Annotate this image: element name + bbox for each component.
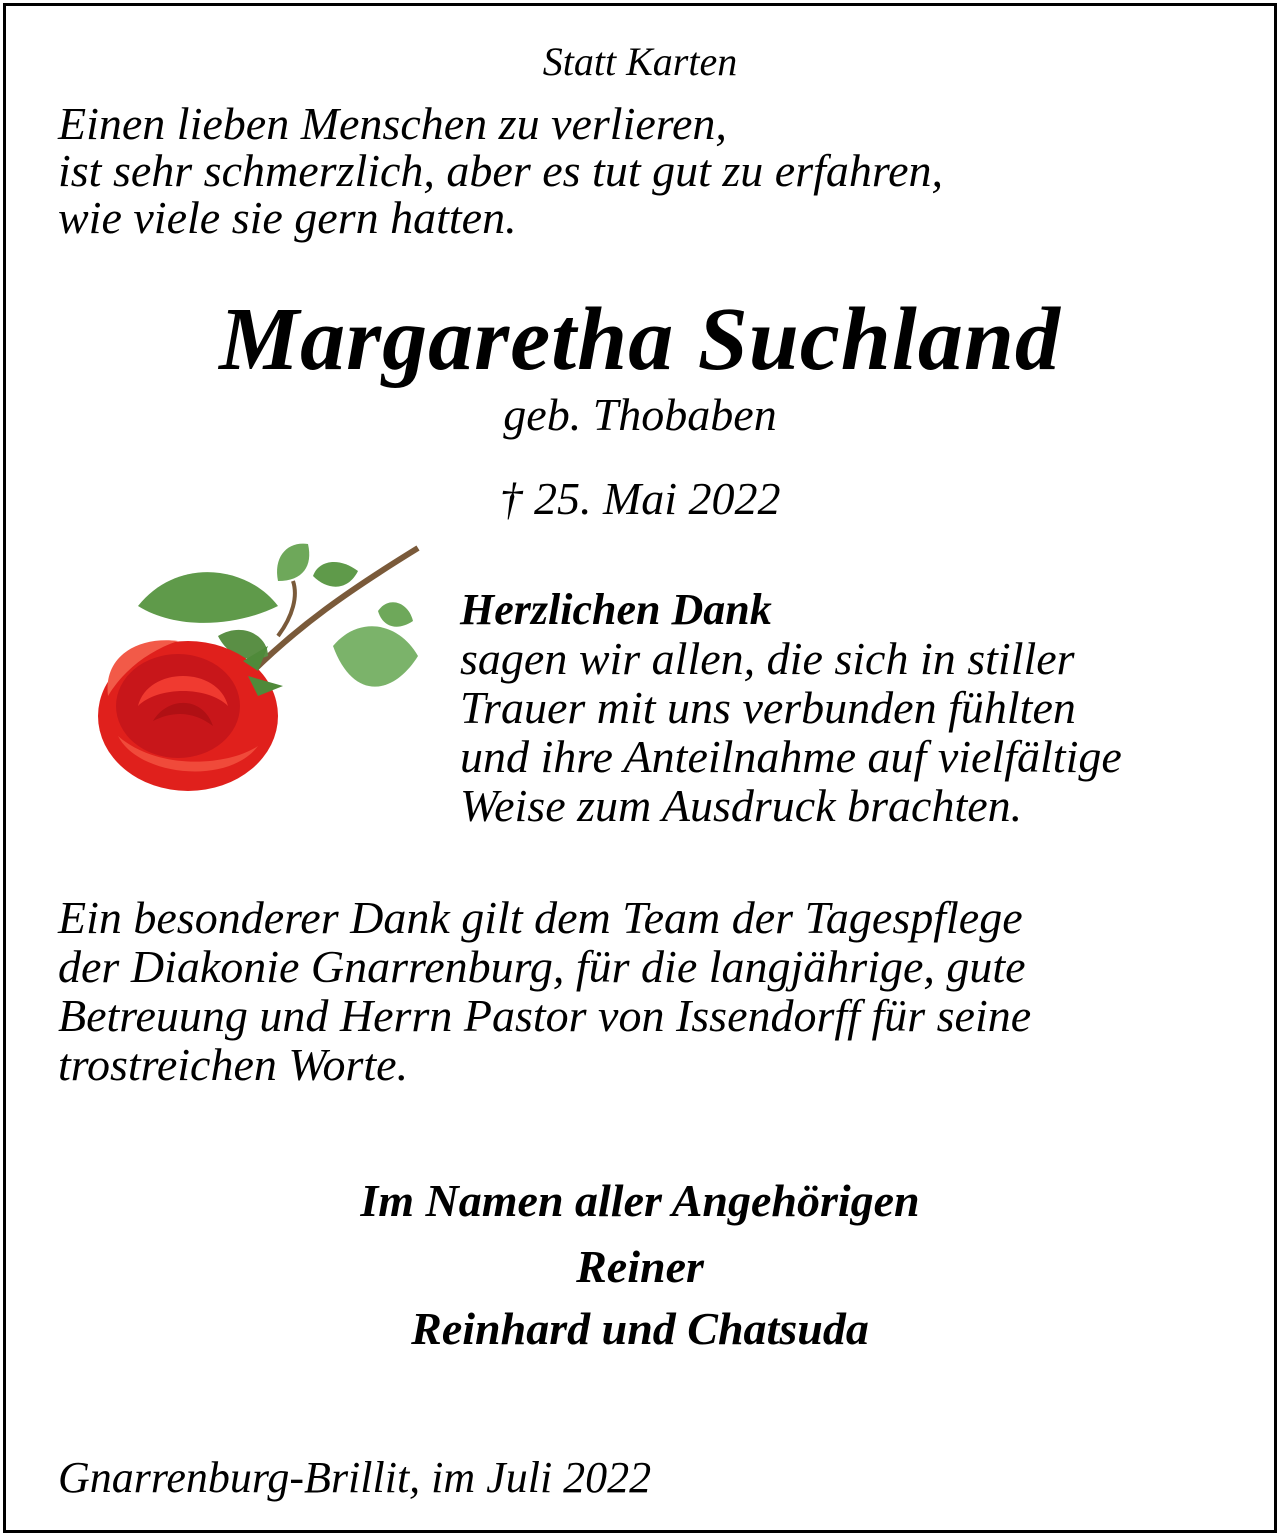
thanks-heading: Herzlichen Dank xyxy=(460,585,772,634)
thanks-line: Weise zum Ausdruck brachten. xyxy=(460,780,1023,831)
signature-line: Reinhard und Chatsuda xyxy=(411,1303,869,1354)
intro-line: ist sehr schmerzlich, aber es tut gut zu erfahren, xyxy=(58,145,944,196)
special-thanks-line: der Diakonie Gnarrenburg, für die langjährige, gute xyxy=(58,941,1026,992)
thanks-line: sagen wir allen, die sich in stiller xyxy=(460,633,1075,684)
special-thanks-line: Betreuung und Herrn Pastor von Issendorff für seine xyxy=(58,990,1032,1041)
intro-text xyxy=(58,100,943,241)
signature-line: Reiner xyxy=(576,1241,704,1292)
rose-icon xyxy=(78,536,438,816)
place-date: Gnarrenburg-Brillit, im Juli 2022 xyxy=(58,1453,652,1502)
thanks-line: und ihre Anteilnahme auf vielfältige xyxy=(460,731,1122,782)
intro-line: wie viele sie gern hatten. xyxy=(58,192,517,243)
deceased-name: Margaretha Suchland xyxy=(219,290,1061,389)
death-date: † 25. Mai 2022 xyxy=(499,473,781,524)
thanks-line: Trauer mit uns verbunden fühlten xyxy=(460,682,1076,733)
special-thanks-text xyxy=(58,893,1031,1089)
header-text: Statt Karten xyxy=(542,39,738,84)
thanks-text xyxy=(460,634,1122,830)
signature-line: Im Namen aller Angehörigen xyxy=(360,1175,920,1226)
obituary-notice xyxy=(3,3,1277,1533)
special-thanks-line: Ein besonderer Dank gilt dem Team der Tagespflege xyxy=(58,892,1023,943)
special-thanks-line: trostreichen Worte. xyxy=(58,1039,409,1090)
intro-line: Einen lieben Menschen zu verlieren, xyxy=(58,98,727,149)
maiden-name: geb. Thobaben xyxy=(503,389,777,440)
